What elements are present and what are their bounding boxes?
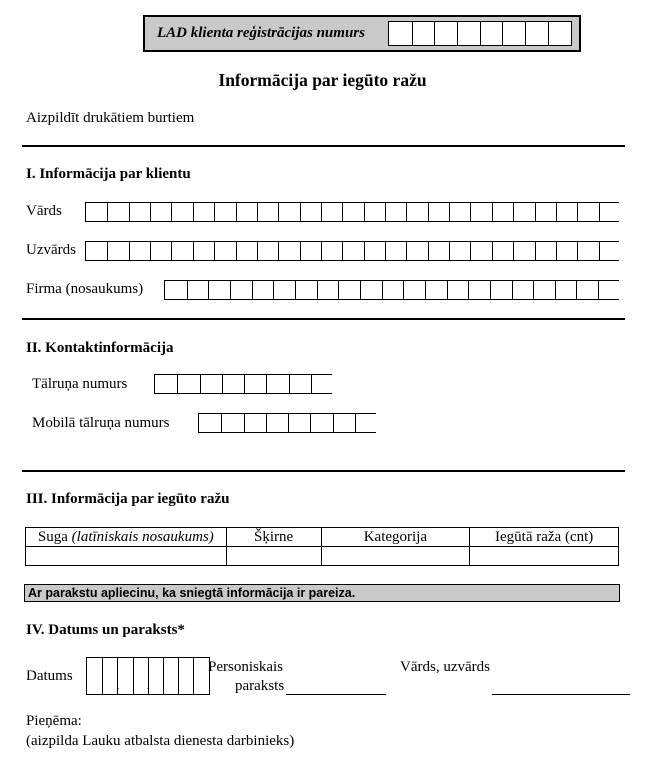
column-header-species: Suga (latīniskais nosaukums) (26, 528, 227, 547)
name-input[interactable] (85, 202, 619, 222)
category-cell[interactable] (321, 547, 470, 566)
yield-table (25, 527, 619, 566)
section-yield-title: III. Informācija par iegūto ražu (26, 491, 230, 507)
lad-registration-label: LAD klienta reģistrācijas numurs (157, 25, 365, 41)
divider (22, 145, 625, 147)
section-signature-title: IV. Datums un paraksts* (26, 622, 185, 638)
divider (22, 470, 625, 472)
lad-registration-input[interactable] (388, 21, 572, 46)
variety-cell[interactable] (226, 547, 321, 566)
divider (22, 318, 625, 320)
yield-cell[interactable] (470, 547, 619, 566)
fill-instruction: Aizpildīt drukātiem burtiem (26, 110, 195, 126)
column-header-yield: Iegūtā raža (cnt) (470, 528, 619, 547)
signature-line[interactable] (286, 694, 386, 695)
table-row (26, 547, 619, 566)
name-surname-line[interactable] (492, 694, 630, 695)
mobile-input[interactable] (198, 413, 376, 433)
surname-input[interactable] (85, 241, 619, 261)
company-input[interactable] (164, 280, 619, 300)
table-header-row (26, 528, 619, 547)
mobile-label: Mobilā tālruņa numurs (32, 415, 170, 431)
company-label: Firma (nosaukums) (26, 281, 144, 297)
column-header-variety: Šķirne (226, 528, 321, 547)
species-cell[interactable] (26, 547, 227, 566)
date-input[interactable]: . . (86, 657, 210, 695)
date-label: Datums (26, 668, 73, 684)
section-contact-title: II. Kontaktinformācija (26, 340, 174, 356)
column-header-category: Kategorija (321, 528, 470, 547)
section-client-title: I. Informācija par klientu (26, 166, 191, 182)
name-surname-label: Vārds, uzvārds (400, 659, 490, 675)
surname-label: Uzvārds (26, 242, 76, 258)
accepted-label: Pieņēma: (26, 713, 82, 729)
phone-input[interactable] (154, 374, 332, 394)
phone-label: Tālruņa numurs (32, 376, 128, 392)
confirmation-banner: Ar parakstu apliecinu, ka sniegtā informācija ir pareiza. (24, 584, 620, 602)
page-title: Informācija par iegūto ražu (218, 70, 427, 90)
signature-label-line2: paraksts (235, 678, 285, 694)
lad-registration-box (143, 15, 581, 52)
signature-label-line1: Personiskais (208, 659, 283, 675)
name-label: Vārds (26, 203, 62, 219)
accepted-note: (aizpilda Lauku atbalsta dienesta darbinieks) (26, 733, 295, 749)
